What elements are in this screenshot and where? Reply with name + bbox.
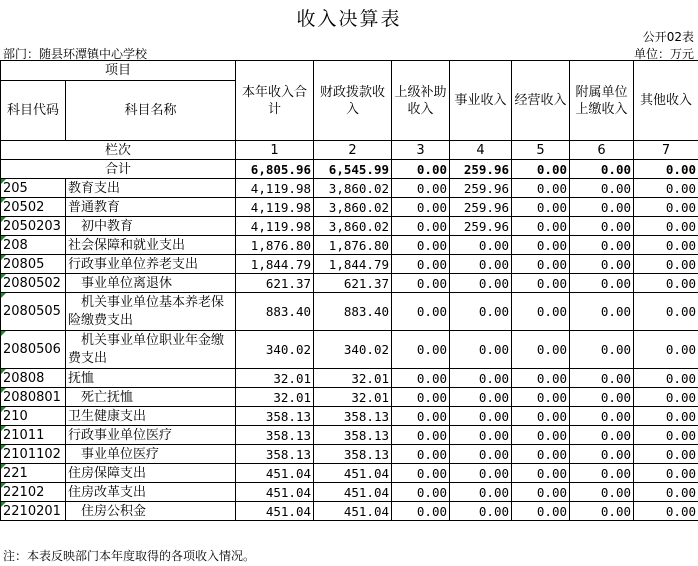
table-row: [1, 502, 698, 521]
amount-cell: 451.04: [314, 502, 392, 521]
amount-cell: 621.37: [314, 274, 392, 293]
table-row: [1, 198, 698, 217]
amount-cell: 4,119.98: [236, 179, 314, 198]
header-affiliate: 附属单位上缴收入: [570, 61, 634, 141]
subject-name: 教育支出: [66, 179, 236, 198]
table-row: [1, 445, 698, 464]
amount-cell: 0.00: [392, 274, 450, 293]
amount-cell: 0.00: [512, 388, 570, 407]
header-subject-code: 科目代码: [1, 81, 66, 141]
subject-name: 社会保障和就业支出: [66, 236, 236, 255]
amount-cell: 358.13: [314, 426, 392, 445]
amount-cell: 0.00: [634, 236, 698, 255]
amount-cell: 0.00: [450, 274, 512, 293]
amount-cell: 0.00: [512, 293, 570, 331]
amount-cell: 0.00: [634, 407, 698, 426]
subject-name: 事业单位离退休: [66, 274, 236, 293]
total-row: [1, 160, 698, 179]
amount-cell: 259.96: [450, 198, 512, 217]
amount-cell: 4,119.98: [236, 217, 314, 236]
amount-cell: 0.00: [570, 274, 634, 293]
amount-cell: 0.00: [512, 369, 570, 388]
amount-cell: 0.00: [570, 502, 634, 521]
amount-cell: 32.01: [236, 369, 314, 388]
subject-code: 21011: [1, 426, 66, 445]
header-operating: 经营收入: [512, 61, 570, 141]
header-subject-name: 科目名称: [66, 81, 236, 141]
amount-cell: 340.02: [236, 331, 314, 369]
amount-cell: 0.00: [512, 426, 570, 445]
amount-cell: 3,860.02: [314, 217, 392, 236]
header-total: 本年收入合计: [236, 61, 314, 141]
table-row: [1, 369, 698, 388]
amount-cell: 0.00: [634, 198, 698, 217]
table-row: [1, 236, 698, 255]
amount-cell: 0.00: [634, 179, 698, 198]
total-value: 0.00: [392, 160, 450, 179]
subject-code: 2080502: [1, 274, 66, 293]
page-title: 收入决算表: [296, 8, 402, 30]
amount-cell: 358.13: [314, 407, 392, 426]
amount-cell: 0.00: [392, 236, 450, 255]
header-other: 其他收入: [634, 61, 698, 141]
amount-cell: 883.40: [236, 293, 314, 331]
table-row: [1, 331, 698, 369]
subject-code: 2050203: [1, 217, 66, 236]
col-number: 1: [236, 141, 314, 160]
amount-cell: 0.00: [634, 426, 698, 445]
amount-cell: 0.00: [570, 388, 634, 407]
amount-cell: 1,844.79: [314, 255, 392, 274]
subject-code: 210: [1, 407, 66, 426]
amount-cell: 0.00: [634, 483, 698, 502]
amount-cell: 358.13: [236, 426, 314, 445]
amount-cell: 358.13: [236, 445, 314, 464]
amount-cell: 0.00: [450, 407, 512, 426]
amount-cell: 451.04: [236, 464, 314, 483]
amount-cell: 0.00: [634, 293, 698, 331]
amount-cell: 451.04: [236, 502, 314, 521]
table-row: [1, 407, 698, 426]
subject-code: 2080801: [1, 388, 66, 407]
amount-cell: 259.96: [450, 179, 512, 198]
amount-cell: 358.13: [236, 407, 314, 426]
total-value: 0.00: [512, 160, 570, 179]
amount-cell: 0.00: [392, 407, 450, 426]
subject-code: 2080506: [1, 331, 66, 369]
amount-cell: 0.00: [392, 483, 450, 502]
amount-cell: 0.00: [634, 217, 698, 236]
subject-name: 行政事业单位医疗: [66, 426, 236, 445]
subject-code: 20502: [1, 198, 66, 217]
amount-cell: 883.40: [314, 293, 392, 331]
subject-name: 普通教育: [66, 198, 236, 217]
amount-cell: 0.00: [450, 426, 512, 445]
amount-cell: 358.13: [314, 445, 392, 464]
amount-cell: 0.00: [570, 464, 634, 483]
amount-cell: 0.00: [634, 464, 698, 483]
amount-cell: 0.00: [634, 274, 698, 293]
header-fiscal: 财政拨款收入: [314, 61, 392, 141]
amount-cell: 0.00: [450, 255, 512, 274]
amount-cell: 1,876.80: [314, 236, 392, 255]
subject-name: 行政事业单位养老支出: [66, 255, 236, 274]
amount-cell: 0.00: [634, 388, 698, 407]
amount-cell: 0.00: [512, 407, 570, 426]
subject-name: 机关事业单位基本养老保险缴费支出: [66, 293, 236, 331]
table-row: [1, 274, 698, 293]
amount-cell: 0.00: [512, 198, 570, 217]
amount-cell: 0.00: [392, 179, 450, 198]
amount-cell: 0.00: [392, 388, 450, 407]
total-value: 6,805.96: [236, 160, 314, 179]
total-value: 0.00: [570, 160, 634, 179]
header-superior: 上级补助收入: [392, 61, 450, 141]
subject-name: 抚恤: [66, 369, 236, 388]
subject-name: 事业单位医疗: [66, 445, 236, 464]
amount-cell: 0.00: [570, 236, 634, 255]
table-row: [1, 426, 698, 445]
amount-cell: 0.00: [450, 388, 512, 407]
subject-name: 住房改革支出: [66, 483, 236, 502]
amount-cell: 0.00: [392, 369, 450, 388]
amount-cell: 0.00: [450, 464, 512, 483]
col-number: 3: [392, 141, 450, 160]
amount-cell: 0.00: [570, 407, 634, 426]
header-item: 项目: [1, 61, 236, 81]
amount-cell: 0.00: [392, 445, 450, 464]
amount-cell: 340.02: [314, 331, 392, 369]
amount-cell: 0.00: [634, 369, 698, 388]
amount-cell: 0.00: [634, 445, 698, 464]
table-row: [1, 464, 698, 483]
form-code: 公开02表: [642, 30, 694, 44]
subject-code: 208: [1, 236, 66, 255]
amount-cell: 259.96: [450, 217, 512, 236]
amount-cell: 3,860.02: [314, 198, 392, 217]
subject-code: 20808: [1, 369, 66, 388]
col-number: 7: [634, 141, 698, 160]
amount-cell: 0.00: [392, 198, 450, 217]
amount-cell: 0.00: [450, 236, 512, 255]
amount-cell: 0.00: [570, 483, 634, 502]
amount-cell: 1,876.80: [236, 236, 314, 255]
table-row: [1, 388, 698, 407]
table-row: [1, 483, 698, 502]
subject-code: 2210201: [1, 502, 66, 521]
total-label: 合计: [1, 160, 236, 179]
amount-cell: 0.00: [512, 255, 570, 274]
col-number: 2: [314, 141, 392, 160]
amount-cell: 0.00: [392, 502, 450, 521]
income-table: [0, 60, 698, 521]
amount-cell: 3,860.02: [314, 179, 392, 198]
amount-cell: 0.00: [634, 331, 698, 369]
amount-cell: 0.00: [512, 483, 570, 502]
amount-cell: 451.04: [314, 483, 392, 502]
amount-cell: 32.01: [236, 388, 314, 407]
footnote: 注：本表反映部门本年度取得的各项收入情况。: [3, 549, 256, 563]
amount-cell: 0.00: [570, 331, 634, 369]
table-row: [1, 293, 698, 331]
amount-cell: 0.00: [392, 217, 450, 236]
subject-name: 住房保障支出: [66, 464, 236, 483]
amount-cell: 0.00: [570, 217, 634, 236]
amount-cell: 0.00: [392, 293, 450, 331]
amount-cell: 0.00: [570, 426, 634, 445]
subject-name: 住房公积金: [66, 502, 236, 521]
amount-cell: 0.00: [512, 445, 570, 464]
amount-cell: 0.00: [392, 464, 450, 483]
amount-cell: 0.00: [450, 369, 512, 388]
amount-cell: 0.00: [570, 369, 634, 388]
amount-cell: 0.00: [392, 255, 450, 274]
total-value: 259.96: [450, 160, 512, 179]
amount-cell: 0.00: [570, 445, 634, 464]
total-value: 0.00: [634, 160, 698, 179]
subject-name: 死亡抚恤: [66, 388, 236, 407]
subject-code: 205: [1, 179, 66, 198]
amount-cell: 0.00: [450, 483, 512, 502]
amount-cell: 0.00: [570, 179, 634, 198]
amount-cell: 451.04: [236, 483, 314, 502]
amount-cell: 0.00: [512, 464, 570, 483]
amount-cell: 1,844.79: [236, 255, 314, 274]
amount-cell: 0.00: [570, 293, 634, 331]
subject-code: 221: [1, 464, 66, 483]
amount-cell: 0.00: [450, 445, 512, 464]
amount-cell: 32.01: [314, 388, 392, 407]
amount-cell: 0.00: [512, 331, 570, 369]
subject-code: 2080505: [1, 293, 66, 331]
header-column-index: 栏次: [1, 141, 236, 160]
amount-cell: 621.37: [236, 274, 314, 293]
subject-name: 初中教育: [66, 217, 236, 236]
amount-cell: 0.00: [570, 198, 634, 217]
amount-cell: 0.00: [570, 255, 634, 274]
subject-code: 2101102: [1, 445, 66, 464]
amount-cell: 0.00: [512, 274, 570, 293]
amount-cell: 32.01: [314, 369, 392, 388]
amount-cell: 0.00: [450, 502, 512, 521]
col-number: 6: [570, 141, 634, 160]
amount-cell: 0.00: [512, 179, 570, 198]
amount-cell: 0.00: [392, 331, 450, 369]
col-number: 5: [512, 141, 570, 160]
unit-label: 单位：万元: [633, 47, 694, 61]
subject-code: 22102: [1, 483, 66, 502]
total-value: 6,545.99: [314, 160, 392, 179]
department-label: 部门：随县环潭镇中心学校: [3, 47, 148, 61]
amount-cell: 0.00: [512, 217, 570, 236]
amount-cell: 0.00: [512, 236, 570, 255]
amount-cell: 0.00: [450, 293, 512, 331]
amount-cell: 451.04: [314, 464, 392, 483]
col-number: 4: [450, 141, 512, 160]
amount-cell: 0.00: [512, 502, 570, 521]
amount-cell: 0.00: [450, 331, 512, 369]
amount-cell: 0.00: [634, 255, 698, 274]
table-row: [1, 255, 698, 274]
amount-cell: 4,119.98: [236, 198, 314, 217]
subject-code: 20805: [1, 255, 66, 274]
subject-name: 卫生健康支出: [66, 407, 236, 426]
subject-name: 机关事业单位职业年金缴费支出: [66, 331, 236, 369]
header-business: 事业收入: [450, 61, 512, 141]
amount-cell: 0.00: [392, 426, 450, 445]
table-row: [1, 217, 698, 236]
amount-cell: 0.00: [634, 502, 698, 521]
table-row: [1, 179, 698, 198]
